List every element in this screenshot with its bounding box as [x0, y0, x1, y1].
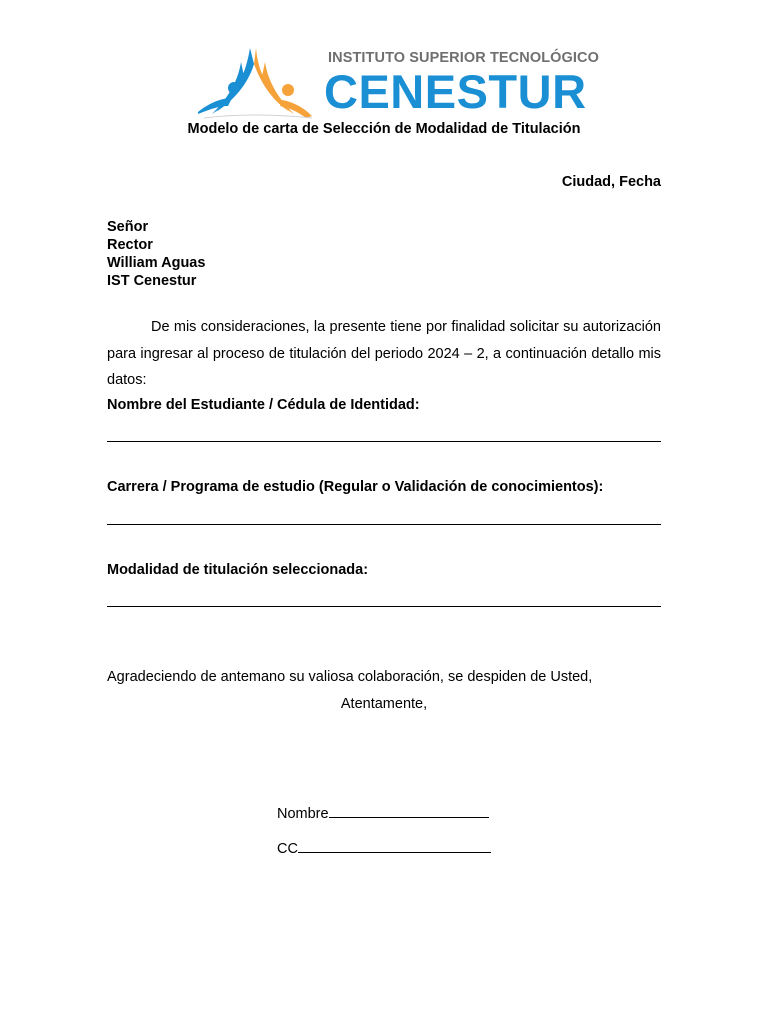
- institute-logo: [194, 44, 599, 122]
- regards-text: Atentamente,: [340, 696, 428, 712]
- addressee-block: [107, 218, 205, 290]
- signature-name-label: Nombre: [277, 806, 329, 822]
- field-label-modality: Modalidad de titulación seleccionada:: [107, 562, 369, 578]
- signature-name-row: [277, 804, 489, 822]
- cenestur-emblem-icon: [194, 44, 324, 122]
- letter-title: Modelo de carta de Selección de Modalidad de Titulación: [187, 121, 581, 137]
- field-line-modality[interactable]: [107, 606, 661, 607]
- field-line-student[interactable]: [107, 441, 661, 442]
- brand-name: CENESTUR: [324, 65, 587, 118]
- signature-id-row: [277, 839, 491, 857]
- field-line-career[interactable]: [107, 524, 661, 525]
- field-label-career: Carrera / Programa de estudio (Regular o Validación de conocimientos):: [107, 479, 604, 495]
- field-label-student: Nombre del Estudiante / Cédula de Identidad:: [107, 397, 420, 413]
- signature-id-label: CC: [277, 841, 298, 857]
- addressee-position: Rector: [107, 237, 153, 253]
- letter-body: De mis consideraciones, la presente tiene por finalidad solicitar su autorización para ingresar al proceso de titulación del periodo 2024 – 2, a continuación detallo mis datos:: [107, 319, 661, 389]
- addressee-name: William Aguas: [107, 255, 206, 271]
- addressee-salutation: Señor: [107, 219, 149, 235]
- closing-text: Agradeciendo de antemano su valiosa colaboración, se despiden de Usted,: [107, 669, 593, 685]
- signature-id-line[interactable]: [298, 839, 491, 853]
- institute-line: INSTITUTO SUPERIOR TECNOLÓGICO: [328, 50, 599, 66]
- place-date: Ciudad, Fecha: [561, 174, 661, 190]
- addressee-institution: IST Cenestur: [107, 273, 197, 289]
- signature-name-line[interactable]: [329, 804, 489, 818]
